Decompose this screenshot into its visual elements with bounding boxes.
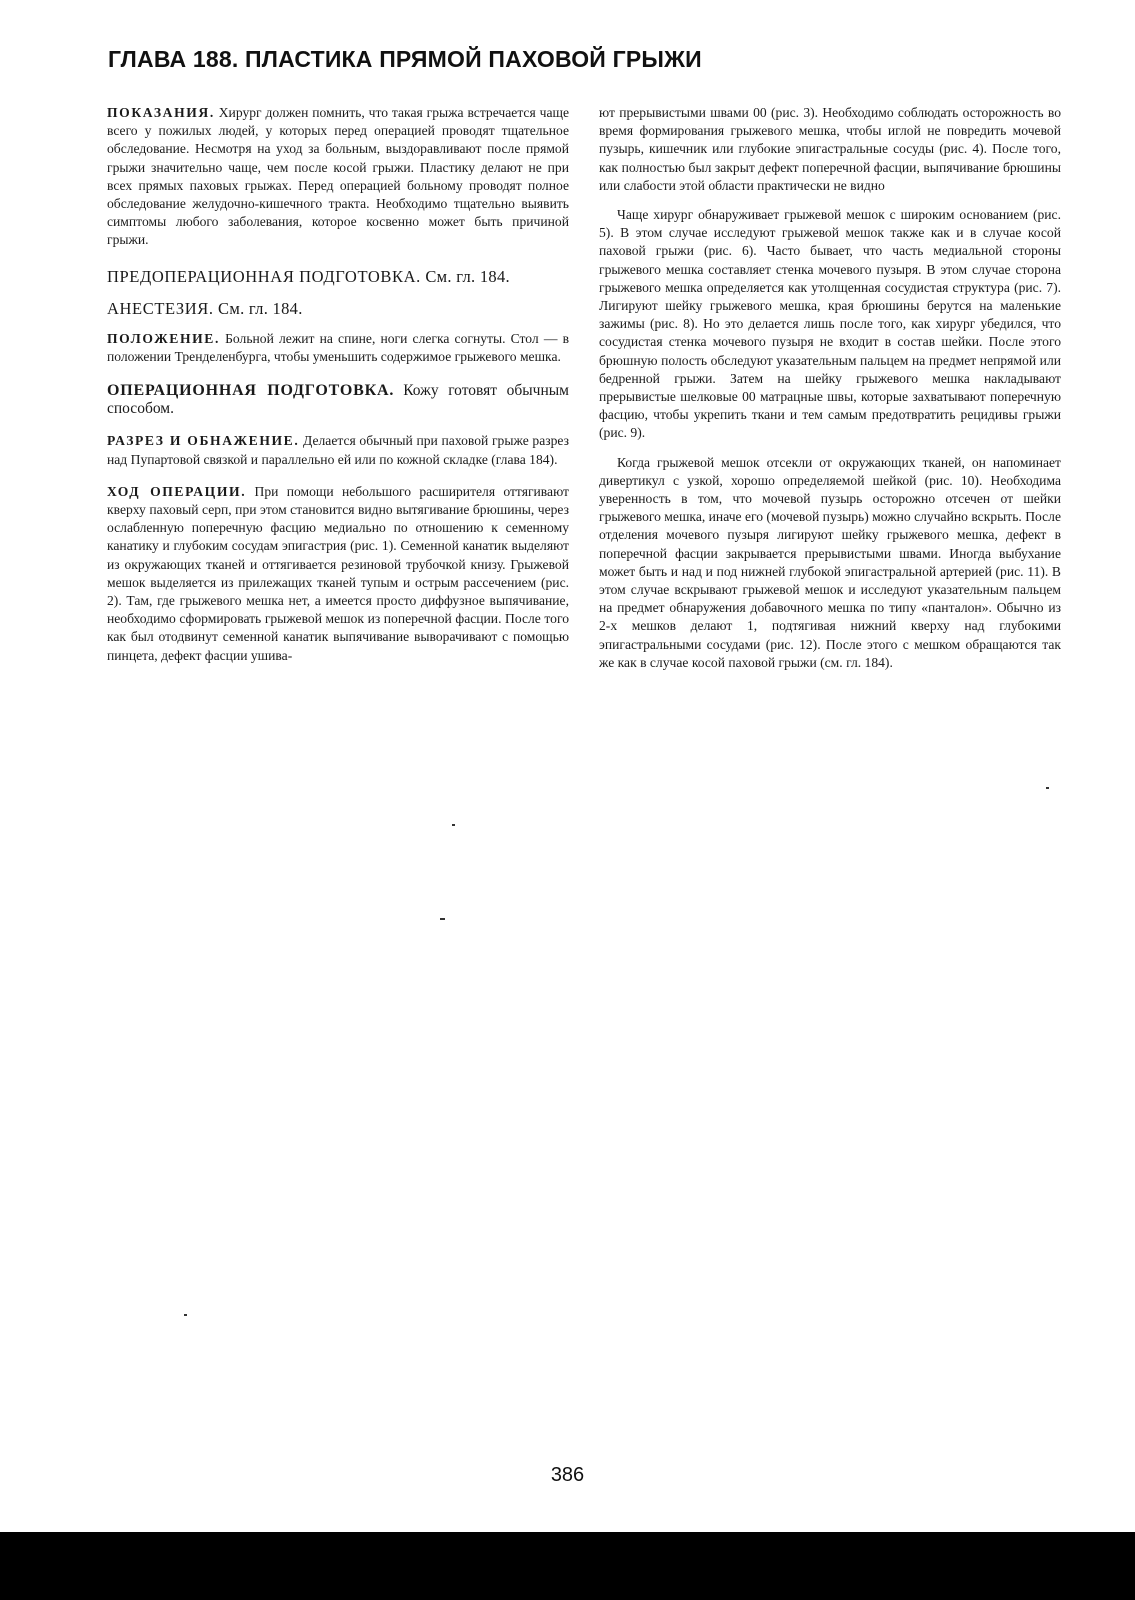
preop-paragraph bbox=[107, 266, 569, 287]
anesthesia-text: См. гл. 184. bbox=[218, 298, 303, 318]
anesthesia-label: АНЕСТЕЗИЯ. bbox=[107, 298, 214, 318]
indications-label: ПОКАЗАНИЯ. bbox=[107, 105, 215, 120]
anesthesia-paragraph bbox=[107, 298, 569, 319]
incision-text: Делается обычный при паховой грыже разрез над Пупартовой связкой и параллельно ей или по кожной складке (глава 184). bbox=[107, 433, 569, 467]
procedure-paragraph bbox=[107, 483, 569, 665]
preop-text: См. гл. 184. bbox=[425, 266, 510, 286]
position-label: ПОЛОЖЕНИЕ. bbox=[107, 330, 220, 346]
right-paragraph-3: Когда грыжевой мешок отсекли от окружающих тканей, он напоминает дивертикул с узкой, хорошо определяемой шейкой (рис. 10). Необходима уверенность в том, что мочевой пузырь осторожно отсечен от шейки грыжевого мешка, иначе его (мочевой пузырь) можно случайно вскрыть. После отделения мочевого пузыря лигируют шейку грыжевого мешка, дефект в поперечной фасции закрывается прерывистыми швами. Иногда выбухание может быть и над и под нижней глубокой эпигастральной артерией (рис. 11). В этом случае вскрывают грыжевой мешок и исследуют указательным пальцем на предмет обнаружения добавочного мешка по типу «панталон». Обычно из 2-х мешков делают 1, подтягивая нижний кверху над глубокими эпигастральными сосудами (рис. 12). После этого с мешком обращаются так же как в случае косой паховой грыжи (см. гл. 184). bbox=[599, 454, 1061, 670]
right-paragraph-1: ют прерывистыми швами 00 (рис. 3). Необходимо соблюдать осторожность во время формирования грыжевого мешка, чтобы иглой не повредить мочевой пузырь, кишечник или глубокие эпигастральные сосуды (рис. 4). После того, как полностью был закрыт дефект поперечной фасции, выпячивание брюшины или слабости этой области практически не видно bbox=[599, 105, 1061, 193]
page-number: 386 bbox=[550, 1464, 585, 1486]
position-text: Больной лежит на спине, ноги слегка согнуты. Стол — в положении Тренделенбурга, чтобы уменьшить содержимое грыжевого мешка. bbox=[107, 330, 570, 364]
left-column bbox=[107, 104, 569, 676]
op-prep-text: Кожу готовят обычным способом. bbox=[107, 382, 569, 418]
indications-paragraph bbox=[107, 104, 569, 250]
right-paragraph-2: Чаще хирург обнаруживает грыжевой мешок с широким основанием (рис. 5). В этом случае исследуют грыжевой мешок также как и в случае косой паховой грыжи (рис. 6). Часто бывает, что часть медиальной стороны грыжевого мешка составляет стенка мочевого пузыря. В этом случае сторона грыжевого мешка определяется как утолщенная сосудистая структура (рис. 7). Лигируют шейку грыжевого мешка, края брюшины берутся на маленькие зажимы (рис. 8). Но это делается лишь после того, как хирург убедился, что сосудистая стенка мочевого пузыря не входит в состав шейки. После этого брюшную полость обследуют указательным пальцем на предмет непрямой или бедренной грыжи. Затем на шейку грыжевого мешка накладывают прерывистые шелковые 00 матрацные швы, которые захватывают поперечную фасцию, чтобы укрепить ткани и тем самым предотвратить рецидивы грыжи (рис. 9). bbox=[599, 207, 1061, 441]
chapter-title: ГЛАВА 188. ПЛАСТИКА ПРЯМОЙ ПАХОВОЙ ГРЫЖИ bbox=[108, 46, 702, 72]
op-prep-paragraph bbox=[107, 382, 569, 418]
scan-speck bbox=[452, 824, 455, 826]
scan-speck bbox=[184, 1314, 187, 1316]
incision-paragraph bbox=[107, 432, 569, 468]
indications-text: Хирург должен помнить, что такая грыжа встречается чаще всего у пожилых людей, у которых перед операцией проводят тщательное обследование. Несмотря на уход за больным, выздоравливают после прямой грыжи значительно чаще, чем после косой грыжи. Пластику делают не при всех прямых паховых грыжах. Перед операцией больному проводят полное обследование желудочно-кишечного тракта. Необходимо тщательно выявить симптомы любого заболевания, которое косвенно может быть причиной грыжи. bbox=[107, 105, 569, 248]
position-paragraph bbox=[107, 330, 569, 366]
op-prep-label: ОПЕРАЦИОННАЯ ПОДГОТОВКА. bbox=[107, 382, 395, 400]
preop-label: ПРЕДОПЕРАЦИОННАЯ ПОДГОТОВКА. bbox=[107, 266, 421, 286]
incision-label: РАЗРЕЗ И ОБНАЖЕНИЕ. bbox=[107, 433, 300, 449]
right-column bbox=[599, 104, 1061, 683]
procedure-text: При помощи небольшого расширителя оттягивают кверху паховый серп, при этом становится видно вытягивание брюшины, через ослабленную поперечную фасцию медиально по отношению к семенному канатику и глубоким сосудам эпигастрия (рис. 1). Семенной канатик выделяют из окружающих тканей и оттягивается резиновой трубочкой книзу. Грыжевой мешок выделяется из прилежащих тканей тупым и острым рассечением (рис. 2). Там, где грыжевого мешка нет, а имеется просто диффузное выпячивание, необходимо сформировать грыжевой мешок из поперечной фасции. После того как был отодвинут семенной канатик выпячивание выворачивают с помощью пинцета, дефект фасции ушива- bbox=[107, 483, 569, 663]
procedure-label: ХОД ОПЕРАЦИИ. bbox=[107, 483, 247, 499]
scan-speck bbox=[440, 918, 445, 920]
scan-speck bbox=[1046, 787, 1049, 789]
scan-footer-band bbox=[0, 1532, 1135, 1600]
